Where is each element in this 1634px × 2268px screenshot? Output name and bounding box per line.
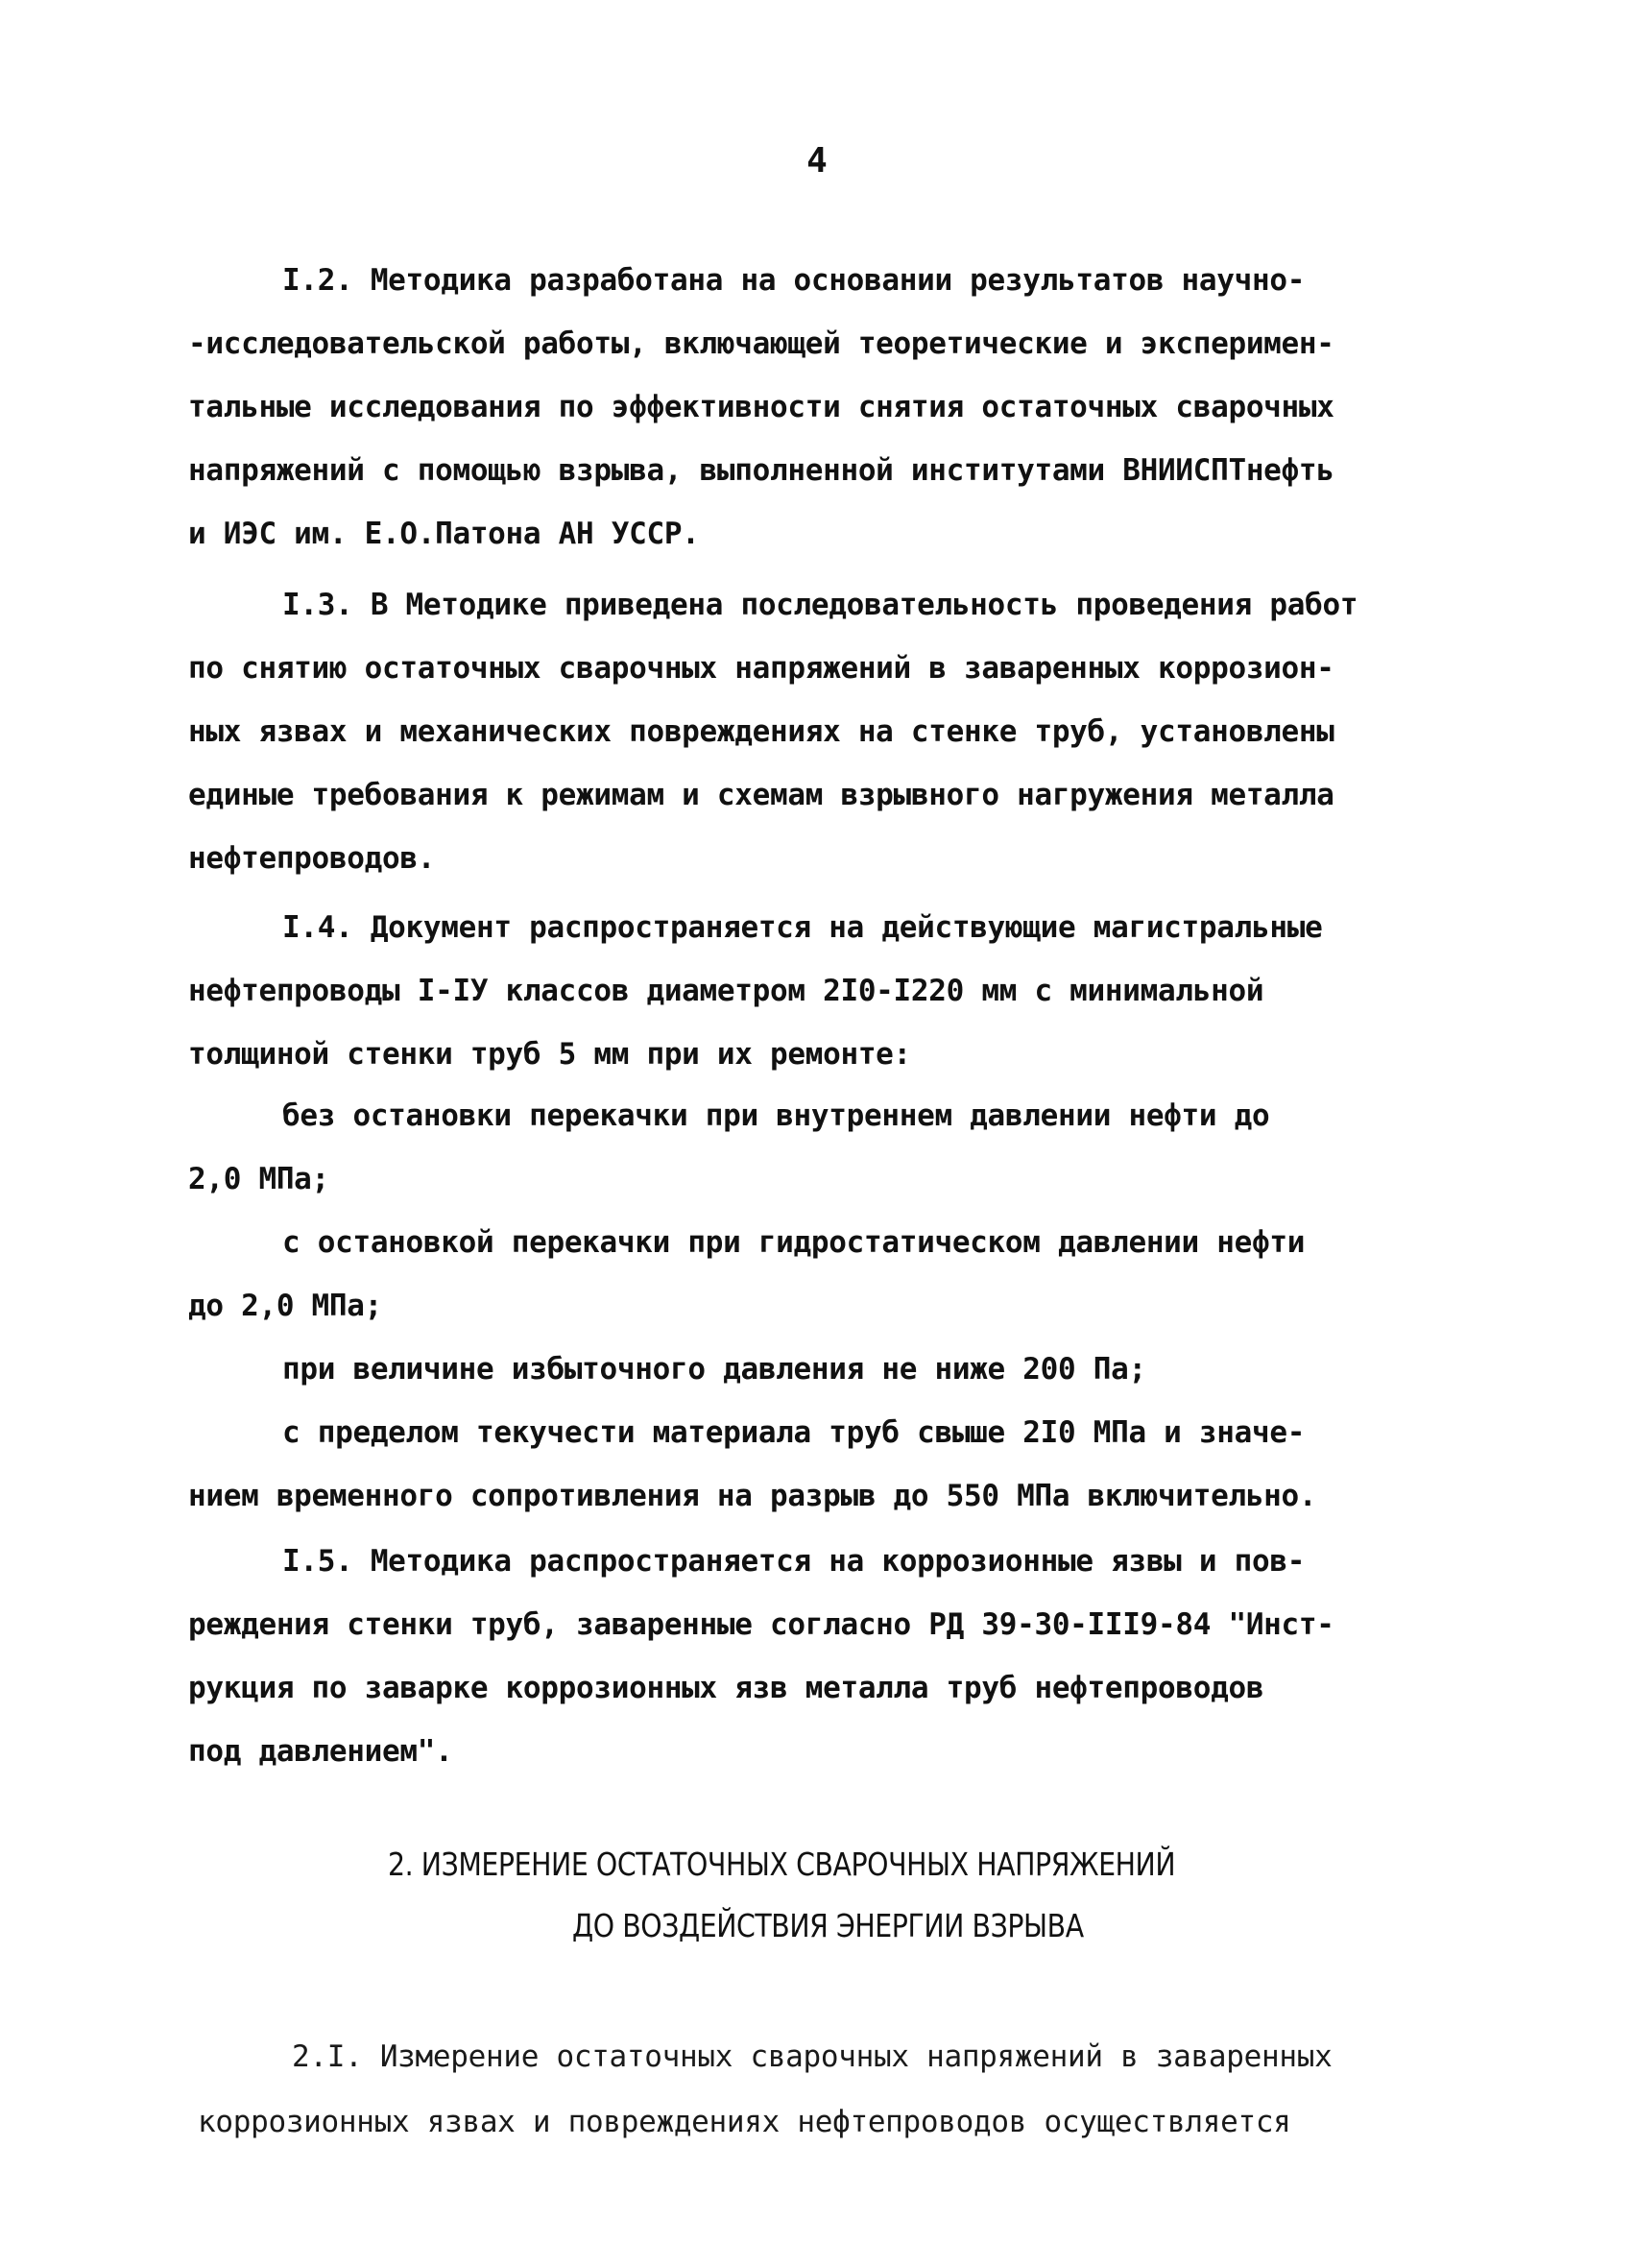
paragraph-1-2-line-5: и ИЭС им. Е.О.Патона АН УССР. [188,517,700,551]
paragraph-1-2-line-4: напряжений с помощью взрыва, выполненной институтами ВНИИСПТнефть [188,453,1334,488]
paragraph-2-1-line-2: коррозионных язвах и повреждениях нефтепроводов осуществляется [198,2105,1291,2139]
condition-line-2: 2,0 МПа; [188,1162,329,1196]
condition-line-5: при величине избыточного давления не ниже 200 Па; [282,1352,1146,1387]
paragraph-1-4-line-1: I.4. Документ распространяется на действующие магистральные [282,910,1323,945]
condition-line-1: без остановки перекачки при внутреннем давлении нефти до [282,1098,1270,1133]
page-number: 4 [806,141,828,181]
paragraph-1-2-line-2: -исследовательской работы, включающей теоретические и эксперимен- [188,326,1334,361]
paragraph-1-5-line-3: рукция по заварке коррозионных язв металла труб нефтепроводов [188,1671,1264,1705]
paragraph-1-3-line-3: ных язвах и механических повреждениях на стенке труб, установлены [188,714,1334,749]
paragraph-1-4-line-2: нефтепроводы I-IУ классов диаметром 2I0-I220 мм с минимальной [188,974,1264,1008]
paragraph-1-4-line-3: толщиной стенки труб 5 мм при их ремонте: [188,1037,911,1072]
paragraph-1-3-line-1: I.3. В Методике приведена последовательность проведения работ [282,588,1358,622]
paragraph-1-5-line-1: I.5. Методика распространяется на коррозионные язвы и пов- [282,1544,1306,1579]
paragraph-1-2-line-1: I.2. Методика разработана на основании результатов научно- [282,263,1306,298]
condition-line-6: с пределом текучести материала труб свыше 2I0 МПа и значе- [282,1415,1306,1450]
paragraph-1-3-line-5: нефтепроводов. [188,841,436,876]
section-2-heading-line-2: ДО ВОЗДЕЙСТВИЯ ЭНЕРГИИ ВЗРЫВА [572,1907,1084,1944]
paragraph-1-2-line-3: тальные исследования по эффективности снятия остаточных сварочных [188,390,1334,424]
paragraph-1-5-line-2: реждения стенки труб, заваренные согласно РД 39-30-III9-84 "Инст- [188,1607,1334,1642]
paragraph-1-5-line-4: под давлением". [188,1734,453,1769]
paragraph-2-1-line-1: 2.I. Измерение остаточных сварочных напряжений в заваренных [292,2039,1333,2074]
condition-line-7: нием временного сопротивления на разрыв до 550 МПа включительно. [188,1479,1317,1513]
paragraph-1-3-line-2: по снятию остаточных сварочных напряжений в заваренных коррозион- [188,651,1334,686]
paragraph-1-3-line-4: единые требования к режимам и схемам взрывного нагружения металла [188,778,1334,812]
section-2-heading-line-1: 2. ИЗМЕРЕНИЕ ОСТАТОЧНЫХ СВАРОЧНЫХ НАПРЯЖЕНИЙ [388,1846,1176,1883]
condition-line-4: до 2,0 МПа; [188,1289,382,1323]
condition-line-3: с остановкой перекачки при гидростатическом давлении нефти [282,1225,1306,1260]
